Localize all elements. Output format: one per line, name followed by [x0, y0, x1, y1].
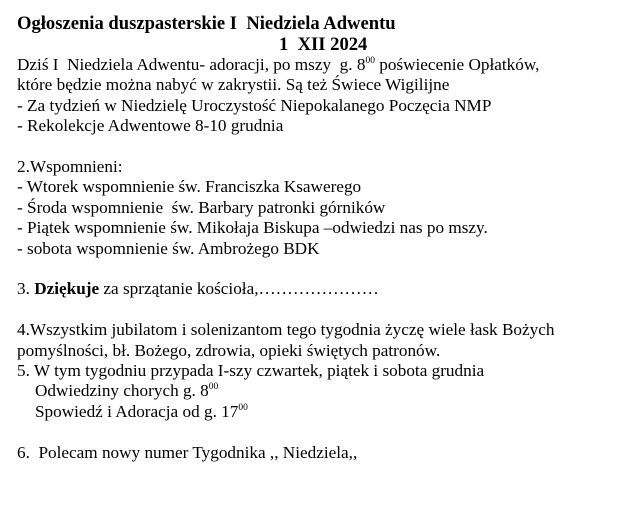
magazine-line: 6. Polecam nowy numer Tygodnika ,, Niedziela,, — [17, 442, 358, 462]
memorial-item: - Piątek wspomnienie św. Mikołaja Biskupa –odwiedzi nas po mszy. — [17, 218, 488, 238]
thanks-line — [17, 279, 622, 299]
announcement-text: Dziś I Niedziela Adwentu- adoracji, po mszy g. 8 — [17, 55, 366, 74]
confession-line — [17, 402, 622, 422]
memorial-item: - Wtorek wspomnienie św. Franciszka Ksawerego — [17, 177, 362, 197]
announcement-line-1 — [17, 55, 622, 75]
document-date: 1 XII 2024 — [279, 34, 368, 55]
confession-text: Spowiedź i Adoracja od g. 17 — [35, 401, 239, 421]
thanks-prefix: 3. — [17, 279, 35, 299]
wishes-line-2: pomyślności, bł. Bożego, zdrowia, opieki świętych patronów. — [17, 340, 441, 360]
time-superscript: 00 — [365, 56, 375, 66]
spacer — [17, 300, 622, 320]
time-superscript: 00 — [238, 402, 248, 413]
wishes-line-1: 4.Wszystkim jubilatom i solenizantom tego tygodnia życzę wiele łask Bożych — [17, 320, 555, 340]
announcement-line-3: - Za tydzień w Niedzielę Uroczystość Niepokalanego Poczęcia NMP — [17, 95, 492, 115]
first-days-line: 5. W tym tygodniu przypada I-szy czwartek, piątek i sobota grudnia — [17, 361, 485, 381]
document-title: Ogłoszenia duszpasterskie I Niedziela Adwentu — [17, 13, 396, 34]
memorial-item: - Środa wspomnienie św. Barbary patronki górników — [17, 197, 386, 217]
announcement-text: poświecenie Opłatków, — [374, 55, 540, 74]
visits-text: Odwiedziny chorych g. 8 — [35, 381, 209, 401]
spacer — [17, 259, 622, 279]
thanks-bold: Dziękuje — [34, 279, 100, 299]
memorials-heading: 2.Wspomnieni: — [17, 157, 123, 177]
announcement-line-4: - Rekolekcje Adwentowe 8-10 grudnia — [17, 116, 284, 136]
memorial-item: - sobota wspomnienie św. Ambrożego BDK — [17, 238, 320, 258]
announcement-line-2: które będzie można nabyć w zakrystii. Są też Świece Wigilijne — [17, 75, 450, 95]
spacer — [17, 137, 622, 157]
thanks-text: za sprzątanie kościoła,………………… — [99, 279, 379, 299]
visits-line — [17, 381, 622, 401]
time-superscript: 00 — [208, 382, 219, 393]
spacer — [17, 422, 622, 442]
